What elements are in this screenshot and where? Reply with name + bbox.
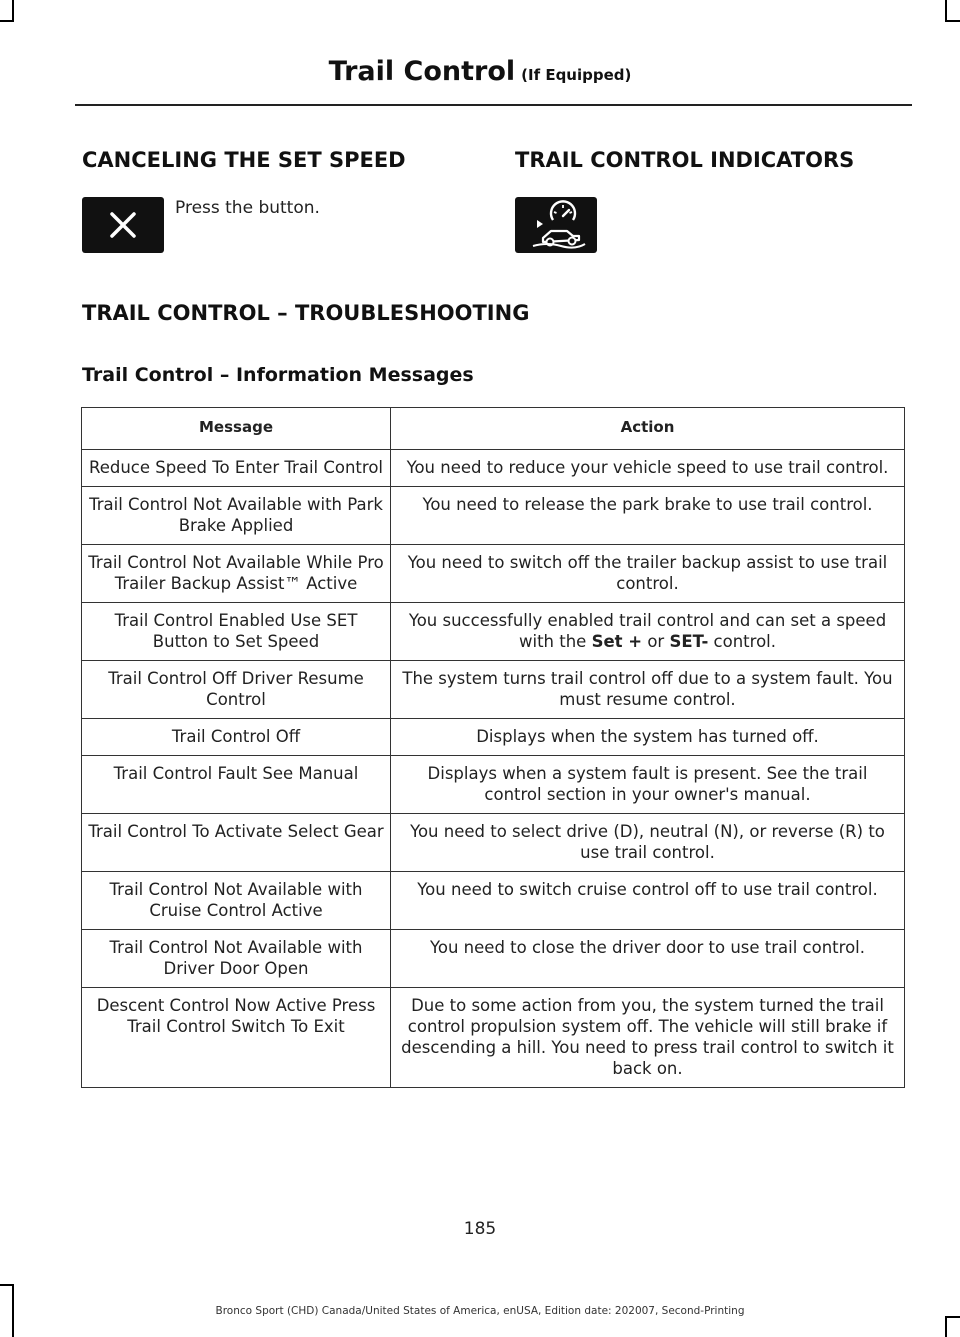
action-cell: You need to close the driver door to use trail control. [391, 930, 905, 988]
table-row [82, 603, 905, 661]
table-row [82, 545, 905, 603]
crop-mark [0, 20, 14, 22]
crop-mark [945, 1316, 947, 1337]
info-messages-heading: Trail Control – Information Messages [82, 364, 474, 386]
table-row [82, 450, 905, 487]
message-cell: Trail Control Off [82, 719, 391, 756]
header-subtitle: (If Equipped) [521, 66, 632, 84]
action-text: You successfully enabled trail control and can set a speed with the [408, 611, 887, 651]
canceling-heading: CANCELING THE SET SPEED [82, 148, 406, 172]
trail-control-indicator-icon [515, 197, 597, 253]
table-header-row [82, 408, 905, 450]
close-x-icon [82, 197, 164, 253]
header-rule [75, 104, 912, 106]
action-text: or [642, 632, 670, 651]
header-title: Trail Control [328, 56, 516, 87]
table-row [82, 930, 905, 988]
indicators-heading: TRAIL CONTROL INDICATORS [515, 148, 855, 172]
message-cell: Reduce Speed To Enter Trail Control [82, 450, 391, 487]
table-row [82, 988, 905, 1088]
troubleshooting-heading: TRAIL CONTROL – TROUBLESHOOTING [82, 301, 530, 325]
action-cell: You need to switch cruise control off to use trail control. [391, 872, 905, 930]
message-cell: Descent Control Now Active Press Trail Control Switch To Exit [82, 988, 391, 1088]
footer-text: Bronco Sport (CHD) Canada/United States of America, enUSA, Edition date: 202007, Second-Printing [215, 1305, 745, 1317]
message-cell: Trail Control Not Available with Park Brake Applied [82, 487, 391, 545]
crop-mark [945, 20, 960, 22]
message-cell: Trail Control Enabled Use SET Button to Set Speed [82, 603, 391, 661]
message-cell: Trail Control Not Available with Cruise Control Active [82, 872, 391, 930]
press-button-text: Press the button. [175, 198, 320, 218]
page-header [0, 56, 960, 87]
crop-mark [12, 0, 14, 22]
set-plus-label: Set + [591, 632, 643, 651]
message-cell: Trail Control Fault See Manual [82, 756, 391, 814]
message-cell: Trail Control Not Available with Driver Door Open [82, 930, 391, 988]
table-row [82, 872, 905, 930]
crop-mark [945, 0, 947, 22]
table-row [82, 756, 905, 814]
message-cell: Trail Control Not Available While Pro Trailer Backup Assist™ Active [82, 545, 391, 603]
action-cell: You need to release the park brake to use trail control. [391, 487, 905, 545]
crop-mark [0, 1284, 14, 1286]
message-cell: Trail Control To Activate Select Gear [82, 814, 391, 872]
action-cell: Displays when a system fault is present. See the trail control section in your owner's manual. [391, 756, 905, 814]
table-row [82, 487, 905, 545]
col-header-action: Action [391, 408, 905, 450]
action-cell: You need to reduce your vehicle speed to use trail control. [391, 450, 905, 487]
action-cell [391, 603, 905, 661]
set-minus-label: SET- [669, 632, 709, 651]
table-row [82, 814, 905, 872]
action-text: control. [708, 632, 776, 651]
table-row [82, 661, 905, 719]
action-cell: Due to some action from you, the system turned the trail control propulsion system off. The vehicle will still brake if descending a hill. You need to press trail control to switch it back on. [391, 988, 905, 1088]
action-cell: The system turns trail control off due to a system fault. You must resume control. [391, 661, 905, 719]
message-cell: Trail Control Off Driver Resume Control [82, 661, 391, 719]
col-header-message: Message [82, 408, 391, 450]
info-messages-table [81, 407, 905, 1088]
action-cell: You need to switch off the trailer backup assist to use trail control. [391, 545, 905, 603]
page-number: 185 [463, 1219, 497, 1239]
action-cell: You need to select drive (D), neutral (N), or reverse (R) to use trail control. [391, 814, 905, 872]
action-cell: Displays when the system has turned off. [391, 719, 905, 756]
table-row [82, 719, 905, 756]
